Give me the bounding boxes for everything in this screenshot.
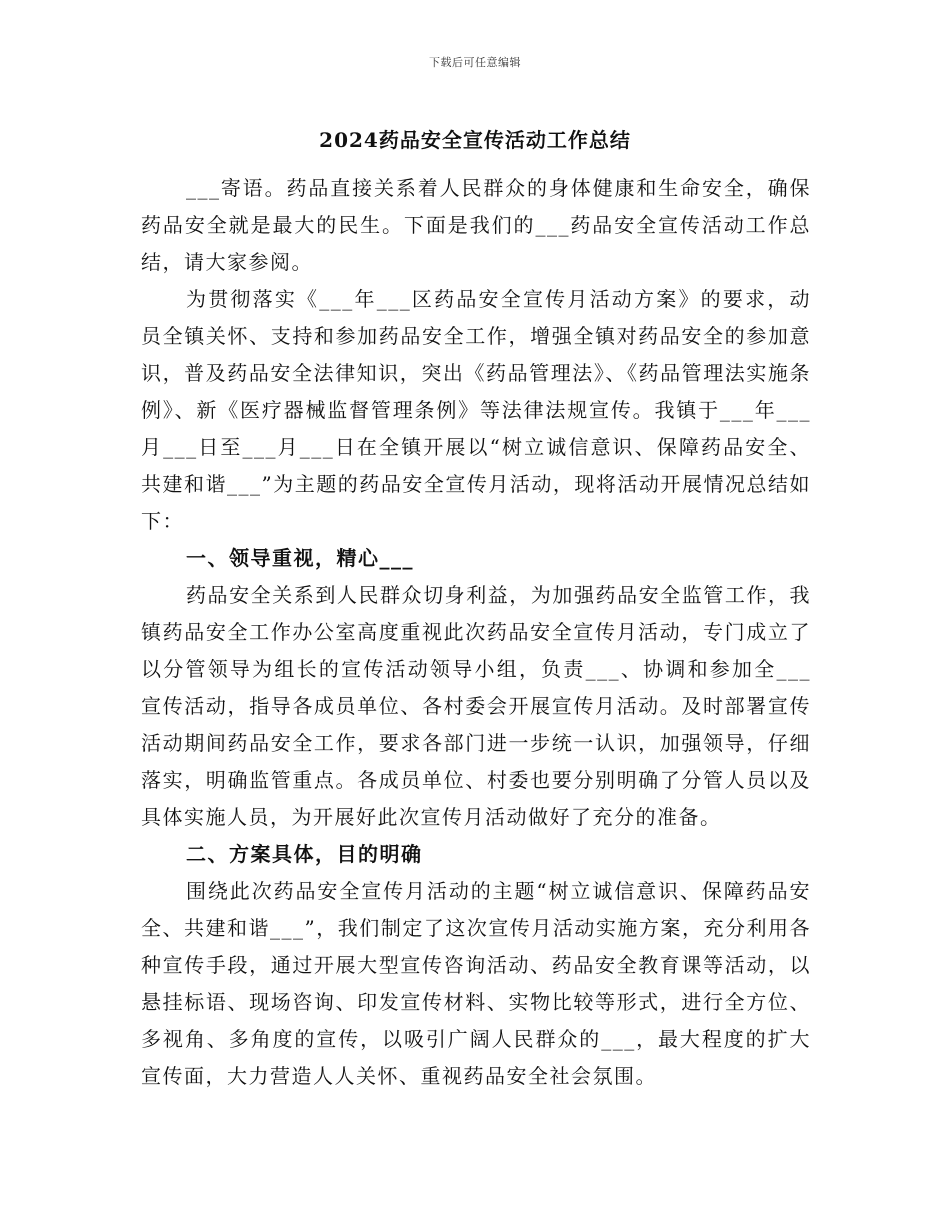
intro-paragraph: ___寄语。药品直接关系着人民群众的身体健康和生命安全，确保药品安全就是最大的民生。下面是我们的___药品安全宣传活动工作总结，请大家参阅。 <box>141 176 811 274</box>
section-heading-2: 二、方案具体，目的明确 <box>186 842 423 866</box>
section-heading-1: 一、领导重视，精心___ <box>186 546 414 570</box>
header-note: 下载后可任意编辑 <box>429 56 521 69</box>
document-title: 2024药品安全宣传活动工作总结 <box>319 128 631 152</box>
section-paragraph-2: 围绕此次药品安全宣传月活动的主题“树立诚信意识、保障药品安全、共建和谐___”，我们制定了这次宣传月活动实施方案，充分利用各种宣传手段，通过开展大型宣传咨询活动、药品安全教育课等活动，以悬挂标语、现场咨询、印发宣传材料、实物比较等形式，进行全方位、多视角、多角度的宣传，以吸引广阔人民群众的___，最大程度的扩大宣传面，大力营造人人关怀、重视药品安全社会氛围。 <box>141 879 811 1088</box>
document-body <box>141 170 811 1095</box>
background-paragraph: 为贯彻落实《___年___区药品安全宣传月活动方案》的要求，动员全镇关怀、支持和参加药品安全工作，增强全镇对药品安全的参加意识，普及药品安全法律知识，突出《药品管理法》、《药品管理法实施条例》、新《医疗器械监督管理条例》等法律法规宣传。我镇于___年___月___日至___月___日在全镇开展以“树立诚信意识、保障药品安全、共建和谐___”为主题的药品安全宣传月活动，现将活动开展情况总结如下： <box>141 287 811 533</box>
section-paragraph-1: 药品安全关系到人民群众切身利益，为加强药品安全监管工作，我镇药品安全工作办公室高度重视此次药品安全宣传月活动，专门成立了以分管领导为组长的宣传活动领导小组，负责___、协调和参加全___宣传活动，指导各成员单位、各村委会开展宣传月活动。及时部署宣传活动期间药品安全工作，要求各部门进一步统一认识，加强领导，仔细落实，明确监管重点。各成员单位、村委也要分别明确了分管人员以及具体实施人员，为开展好此次宣传月活动做好了充分的准备。 <box>141 583 811 829</box>
